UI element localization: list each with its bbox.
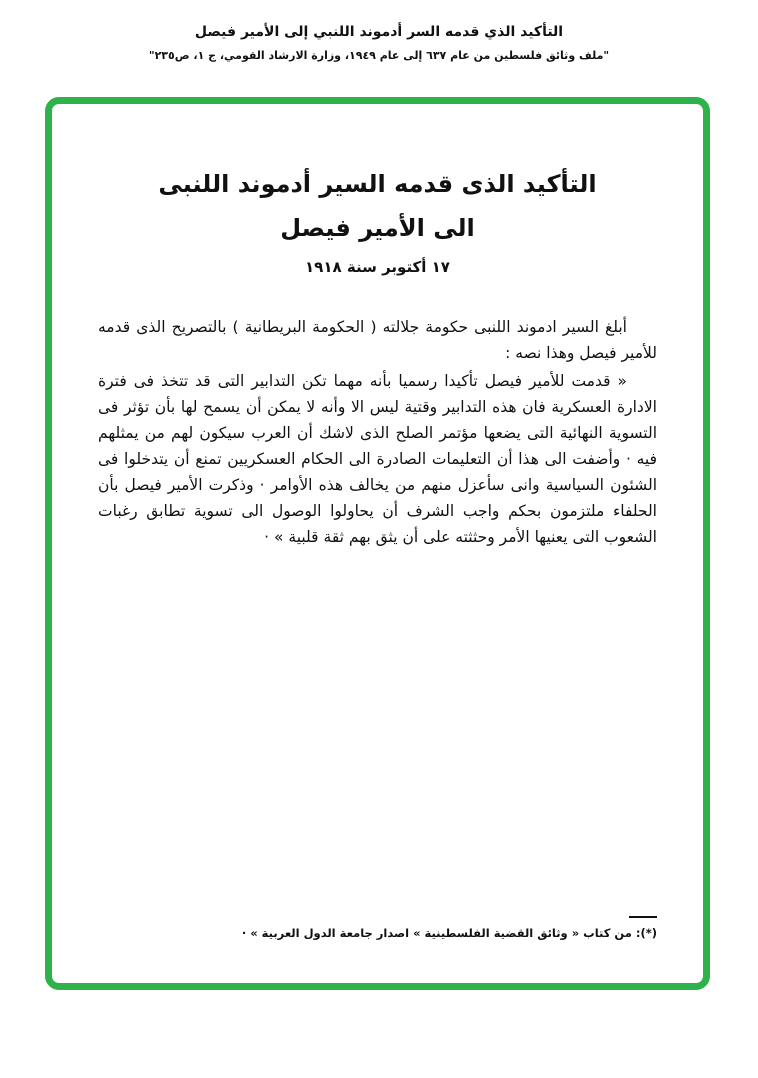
document-title-block xyxy=(52,162,703,276)
document-title-line2: الى الأمير فيصل xyxy=(280,214,475,242)
page-header xyxy=(0,0,758,64)
header-source-citation: "ملف وثائق فلسطين من عام ٦٣٧ إلى عام ١٩٤٩، وزارة الارشاد القومي، ج ١، ص٢٣٥" xyxy=(148,49,610,62)
body-paragraph: « قدمت للأمير فيصل تأكيدا رسميا بأنه مهما تكن التدابير التى قد تتخذ فى فترة الادارة العسكرية فان هذه التدابير وقتية ليس الا وأنه لا يمكن أن يسمح لها بأن تؤثر فى التسوية النهائية التى يضعها مؤتمر الصلح الذى لاشك أن العرب سيكون لهم من يمثلهم فيه · وأضفت الى هذا أن التعليمات الصادرة الى الحكام العسكريين تمنع أن يتدخلوا فى الشئون السياسية وانى سأعزل منهم من يخالف هذه الأوامر · وذكرت الأمير فيصل بأن الحلفاء ملتزمون بحكم واجب الشرف أن يحاولوا الوصول الى تسوية تطابق رغبات الشعوب التى يعنيها الأمر وحثثته على أن يثق بهم ثقة قلبية » · xyxy=(98,372,657,546)
footnote-separator xyxy=(629,916,657,918)
document-body xyxy=(98,314,657,550)
header-title: التأكيد الذي قدمه السر أدموند اللنبي إلى الأمير فيصل xyxy=(194,24,564,40)
footnote-text: (*): من كتاب « وثائق القضية الفلسطينية » اصدار جامعة الدول العربية » · xyxy=(241,926,657,940)
document-date: ١٧ أكتوبر سنة ١٩١٨ xyxy=(305,258,450,276)
document-title-line1: التأكيد الذى قدمه السير أدموند اللنبى xyxy=(158,170,597,198)
document-frame xyxy=(45,97,710,990)
body-paragraph: أبلغ السير ادموند اللنبى حكومة جلالته ( الحكومة البريطانية ) بالتصريح الذى قدمه للأمير فيصل وهذا نصه : xyxy=(98,318,657,362)
footnote-area xyxy=(98,916,657,941)
